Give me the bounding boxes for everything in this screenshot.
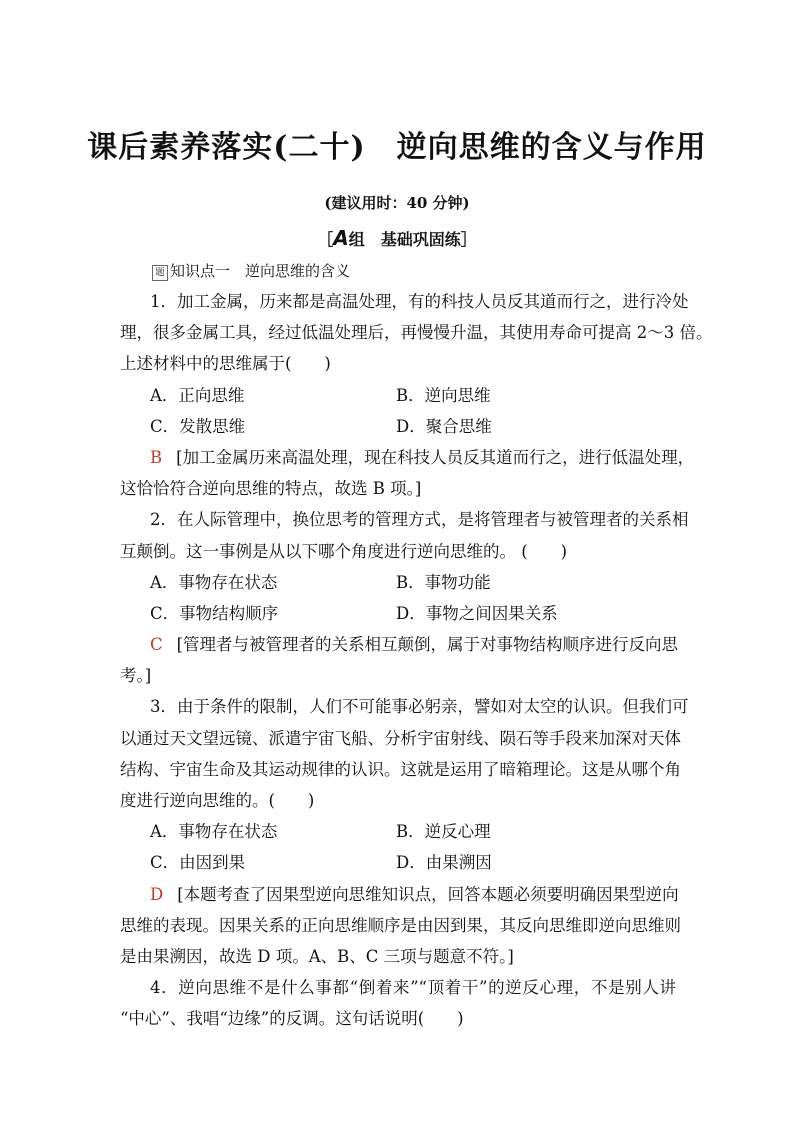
q1-options-row xyxy=(120,411,676,442)
q2-option-a: A．事物存在状态 xyxy=(150,572,278,592)
q2-option-c: C．事物结构顺序 xyxy=(150,603,279,623)
q3-answer: D xyxy=(150,884,164,904)
q2-answer: C xyxy=(150,635,163,655)
q2-option-d: D．事物之间因果关系 xyxy=(396,603,558,623)
q2-options-row xyxy=(120,567,676,598)
section-label: 知识点一 逆向思维的含义 xyxy=(170,262,351,280)
q3-stem-line: 结构、宇宙生命及其运动规律的认识。这就是运用了暗箱理论。这是从哪个角 xyxy=(120,759,681,779)
q3-options-row xyxy=(120,847,676,878)
q1-option-b: B．逆向思维 xyxy=(396,385,491,405)
q1-explanation-text: [加工金属历来高温处理，现在科技人员反其道而行之，进行低温处理， xyxy=(176,447,695,467)
q3-option-c: C．由因到果 xyxy=(150,853,246,873)
q1-explanation-line: 这恰恰符合逆向思维的特点，故选 B 项。] xyxy=(120,479,422,499)
q3-stem-line: 度进行逆向思维的。( ) xyxy=(120,791,315,810)
q3-option-d: D．由果溯因 xyxy=(396,853,492,873)
q2-explanation-line: 考。] xyxy=(120,666,152,686)
q1-options-row xyxy=(120,380,676,411)
q3-explanation-line xyxy=(120,879,679,910)
q1-stem-line: 上述材料中的思维属于( ) xyxy=(120,354,331,374)
q2-stem-line: 互颠倒。这一事例是从以下哪个角度进行逆向思维的。 ( ) xyxy=(120,541,568,561)
q1-option-d: D．聚合思维 xyxy=(396,416,492,436)
group-bracket-open: ［ xyxy=(317,230,334,249)
q3-explanation-text: [本题考查了因果型逆向思维知识点，回答本题必须要明确因果型逆向 xyxy=(177,884,679,904)
q2-options-row xyxy=(120,598,676,629)
q4-stem-line: “中心”、我唱“边缘”的反调。这句话说明( ) xyxy=(120,1009,464,1029)
q1-option-c: C．发散思维 xyxy=(150,416,246,436)
topic-icon: 题 xyxy=(152,265,168,281)
q3-stem-line: 以通过天文望远镜、派遣宇宙飞船、分析宇宙射线、陨石等手段来加深对天体 xyxy=(120,728,681,748)
q2-option-b: B．事物功能 xyxy=(396,572,491,592)
q3-explanation-line: 是由果溯因，故选 D 项。A、B、C 三项与题意不符。] xyxy=(120,946,514,966)
q3-option-a: A．事物存在状态 xyxy=(150,822,278,842)
suggested-time: (建议用时：40 分钟) xyxy=(324,194,470,212)
group-bracket-close: ］ xyxy=(460,230,477,249)
q3-option-b: B．逆反心理 xyxy=(396,822,491,842)
q1-stem-line: 理，很多金属工具，经过低温处理后，再慢慢升温，其使用寿命可提高 2～3 倍。 xyxy=(120,323,713,343)
q2-stem-line: 2．在人际管理中，换位思考的管理方式，是将管理者与被管理者的关系相 xyxy=(150,510,689,530)
q3-stem-line: 3．由于条件的限制，人们不可能事必躬亲，譬如对太空的认识。但我们可 xyxy=(150,697,689,717)
question-list xyxy=(120,286,713,1035)
q1-option-a: A．正向思维 xyxy=(150,385,245,405)
q1-stem-line: 1．加工金属，历来都是高温处理，有的科技人员反其道而行之，进行冷处 xyxy=(150,292,689,311)
q3-explanation-line: 思维的表现。因果关系的正向思维顺序是由因到果，其反向思维即逆向思维则 xyxy=(120,915,681,935)
page-title: 课后素养落实(二十) 逆向思维的含义与作用 xyxy=(87,130,707,165)
q4-stem-line: 4．逆向思维不是什么事都“倒着来”“顶着干”的逆反心理，不是别人讲 xyxy=(150,978,676,998)
q3-options-row xyxy=(120,816,676,847)
q1-explanation-line xyxy=(120,442,695,473)
q1-answer: B xyxy=(150,447,163,467)
q2-explanation-text: [管理者与被管理者的关系相互颠倒，属于对事物结构顺序进行反向思 xyxy=(176,635,679,655)
group-heading xyxy=(0,226,794,250)
group-letter: A xyxy=(333,226,349,250)
section-heading xyxy=(152,260,350,281)
group-label: 组 基础巩固练 xyxy=(348,230,461,249)
q2-explanation-line xyxy=(120,629,679,660)
